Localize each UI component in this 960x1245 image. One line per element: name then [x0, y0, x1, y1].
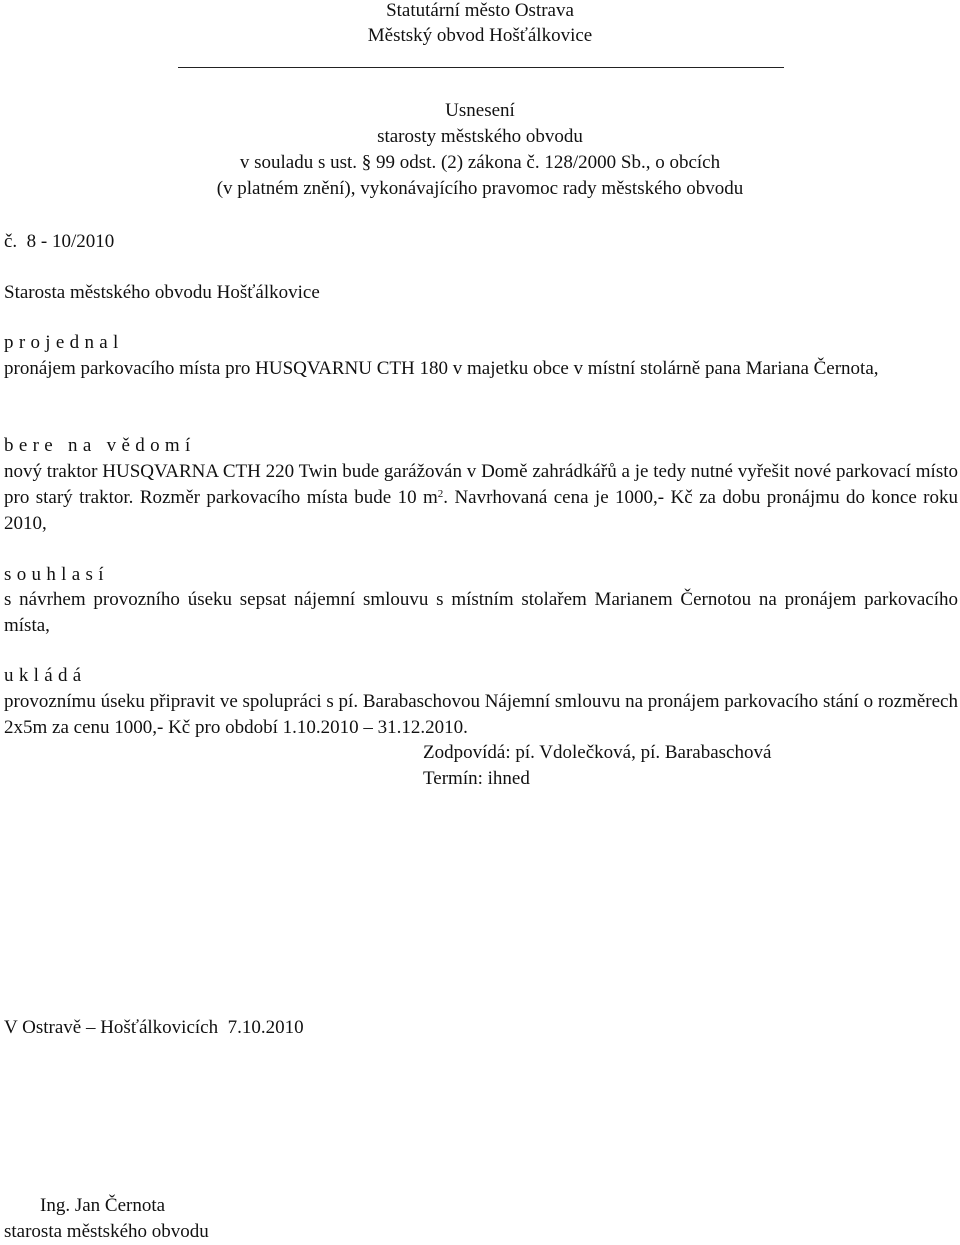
title-usneseni: Usnesení — [445, 100, 515, 121]
heading-souhlasi: souhlasí — [4, 564, 109, 585]
deadline: Termín: ihned — [423, 768, 530, 789]
resolution-number: č. 8 - 10/2010 — [4, 231, 115, 252]
text-bere-na-vedomi — [4, 459, 958, 537]
superscript-2: 2 — [437, 488, 444, 500]
text-souhlasi: s návrhem provozního úseku sepsat nájemní smlouvu s místním stolařem Marianem Černotou na pronájem parkovacího místa, — [4, 589, 958, 636]
title-legal-basis: v souladu s ust. § 99 odst. (2) zákona č. 128/2000 Sb., o obcích — [239, 152, 721, 173]
header-divider — [178, 67, 784, 68]
heading-projednal: projednal — [4, 332, 124, 353]
title-authority: (v platném znění), vykonávajícího pravomoc rady městského obvodu — [216, 178, 744, 199]
text-bere-na-vedomi-a: nový traktor HUSQVARNA CTH 220 Twin bude garážován v Domě zahrádkářů a je tedy nutné vyřešit nové parkovací místo pro starý traktor. Rozměr parkovacího místa bude 10 m — [4, 461, 958, 508]
text-projednal: pronájem parkovacího místa pro HUSQVARNU CTH 180 v majetku obce v místní stolárně pana Mariana Černota, — [4, 358, 879, 379]
text-uklada: provoznímu úseku připravit ve spolupráci s pí. Barabaschovou Nájemní smlouvu na pronájem parkovacího stání o rozměrech 2x5m za cenu 1000,- Kč pro období 1.10.2010 – 31.12.2010. — [4, 691, 958, 738]
title-issuer: starosty městského obvodu — [377, 126, 583, 147]
heading-bere-na-vedomi: bere na vědomí — [4, 435, 196, 456]
heading-uklada: ukládá — [4, 665, 87, 686]
text-bere-na-vedomi-b: . Navrhovaná cena je 1000,- Kč za dobu pronájmu do konce roku 2010, — [4, 487, 958, 534]
header-district: Městský obvod Hošťálkovice — [367, 25, 593, 46]
actor-line: Starosta městského obvodu Hošťálkovice — [4, 282, 320, 303]
place-date: V Ostravě – Hošťálkovicích 7.10.2010 — [4, 1017, 304, 1038]
signature-name: Ing. Jan Černota — [40, 1195, 166, 1216]
responsible-persons: Zodpovídá: pí. Vdolečková, pí. Barabaschová — [423, 742, 772, 763]
header-city: Statutární město Ostrava — [386, 0, 574, 21]
signature-role: starosta městského obvodu — [4, 1221, 209, 1242]
